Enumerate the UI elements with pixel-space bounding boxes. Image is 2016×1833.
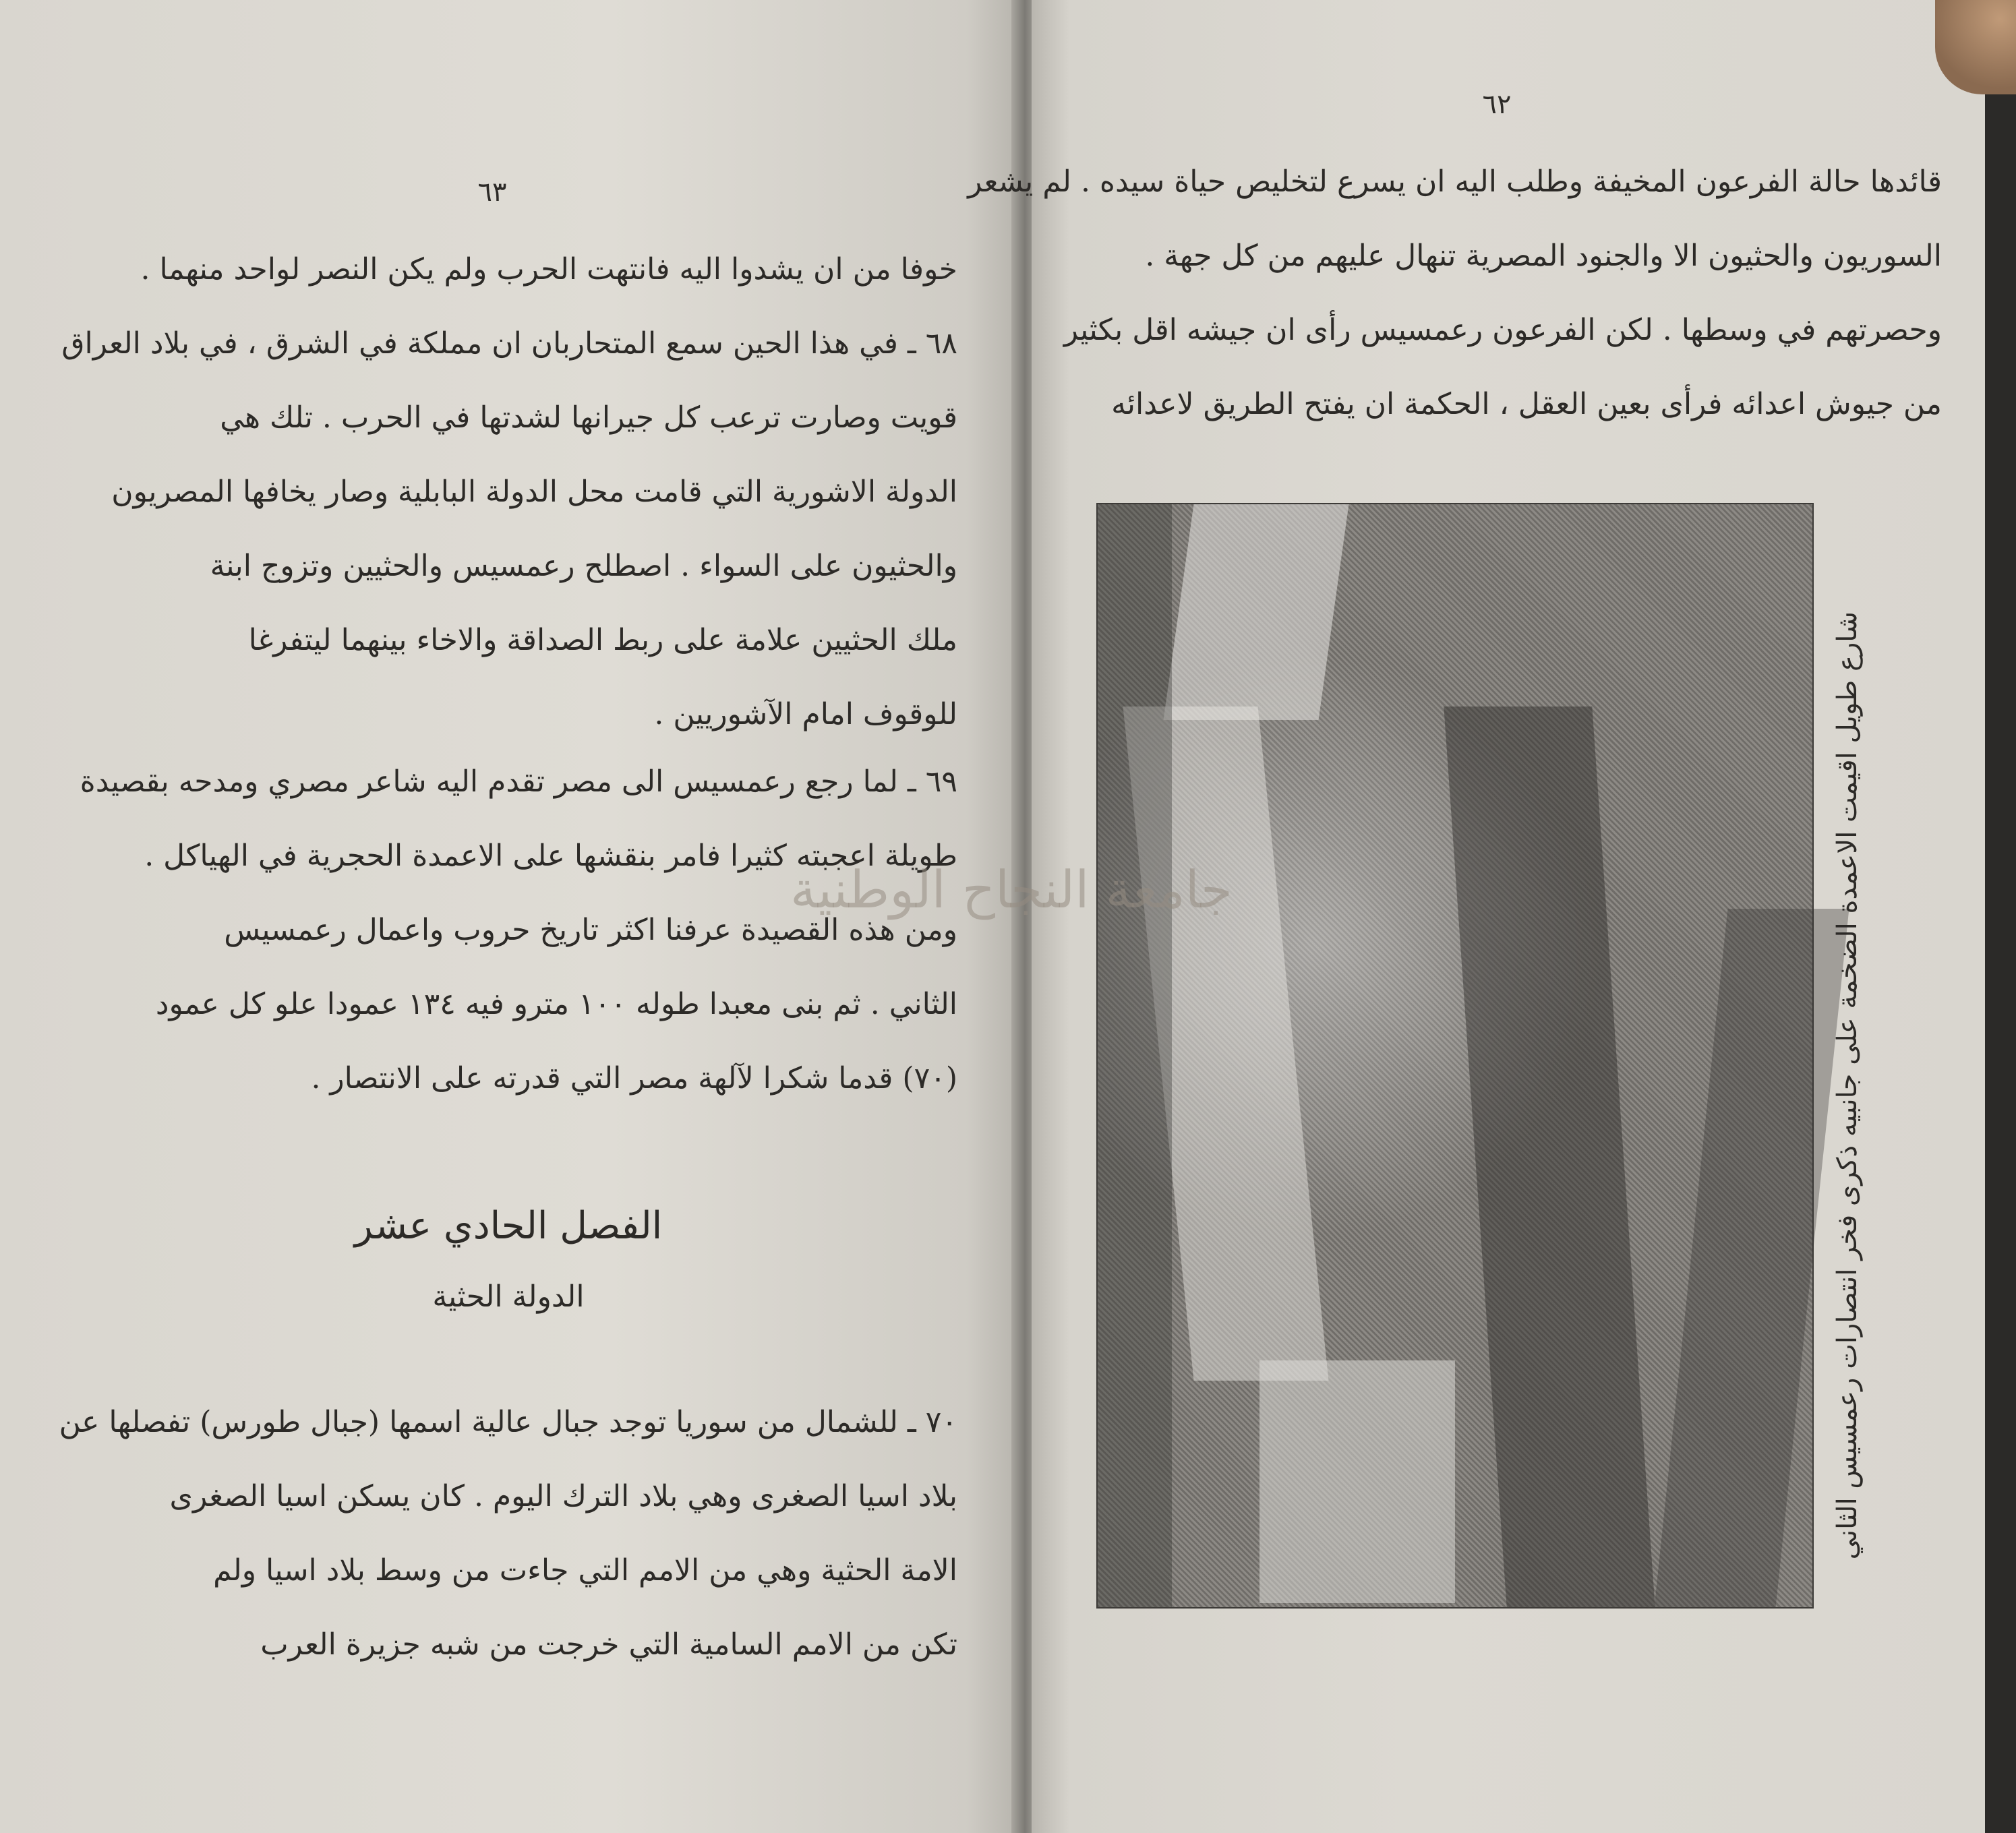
text-line: خوفا من ان يشدوا اليه فانتهت الحرب ولم يكن النصر لواحد منهما . [140,252,957,287]
text-line: وحصرتهم في وسطها . لكن الفرعون رعمسيس رأى ان جيشه اقل بكثير [1063,313,1942,347]
left-page-paragraph-70 [59,1402,957,1685]
chapter-subtitle: الدولة الحثية [432,1280,585,1314]
library-watermark: جامعة النجاح الوطنية [790,860,1233,920]
text-line: والحثيون على السواء . اصطلح رعمسيس والحثيين وتزوج ابنة [210,549,957,583]
colonnade-photograph [1096,503,1814,1609]
figure-caption [1807,580,1888,1591]
text-line: بلاد اسيا الصغرى وهي بلاد الترك اليوم . كان يسكن اسيا الصغرى [169,1479,957,1513]
text-line: قائدها حالة الفرعون المخيفة وطلب اليه ان يسرع لتخليص حياة سيده . لم يشعر [968,164,1942,199]
text-line: الامة الحثية وهي من الامم التي جاءت من وسط بلاد اسيا ولم [213,1553,957,1588]
text-line: ٦٩ ـ لما رجع رعمسيس الى مصر تقدم اليه شاعر مصري ومدحه بقصيدة [80,764,957,799]
text-line: ومن هذه القصيدة عرفنا اكثر تاريخ حروب واعمال رعمسيس [224,913,957,947]
text-line: من جيوش اعدائه فرأى بعين العقل ، الحكمة ان يفتح الطريق لاعدائه [1111,387,1942,421]
text-line: تكن من الامم السامية التي خرجت من شبه جزيرة العرب [260,1627,957,1662]
text-line: ٦٨ ـ في هذا الحين سمع المتحاربان ان مملكة في الشرق ، في بلاد العراق [61,326,957,361]
text-line: قويت وصارت ترعب كل جيرانها لشدتها في الحرب . تلك هي [220,400,957,435]
page-number-right: ٦٢ [1482,89,1512,120]
text-line: الثاني . ثم بنى معبدا طوله ١٠٠ مترو فيه ١٣٤ عمودا علو كل عمود [155,987,957,1021]
text-line: ملك الحثيين علامة على ربط الصداقة والاخاء بينهما ليتفرغا [248,623,957,657]
chapter-title: الفصل الحادي عشر [354,1204,663,1248]
text-line: طويلة اعجبته كثيرا فامر بنقشها على الاعمدة الحجرية في الهياكل . [144,839,957,873]
right-page-paragraph [968,162,1942,445]
text-line: للوقوف امام الآشوريين . [654,697,957,731]
page-number-left: ٦٣ [477,177,507,208]
text-line: السوريون والحثيون الا والجنود المصرية تنهال عليهم من كل جهة . [1145,239,1942,273]
text-line: (٧٠) قدما شكرا لآلهة مصر التي قدرته على الانتصار . [311,1061,957,1095]
text-line: ٧٠ ـ للشمال من سوريا توجد جبال عالية اسمها (جبال طورس) تفصلها عن [59,1405,957,1439]
text-line: الدولة الاشورية التي قامت محل الدولة البابلية وصار يخافها المصريون [111,475,957,509]
left-page-paragraph-69 [67,762,957,1112]
figure-caption-text: شارع طويل اقيمت الاعمدة الضخمة على جانبيه ذكرى فخر انتصارات رعمسيس الثاني [1832,611,1863,1560]
left-page-paragraphs [61,249,957,775]
